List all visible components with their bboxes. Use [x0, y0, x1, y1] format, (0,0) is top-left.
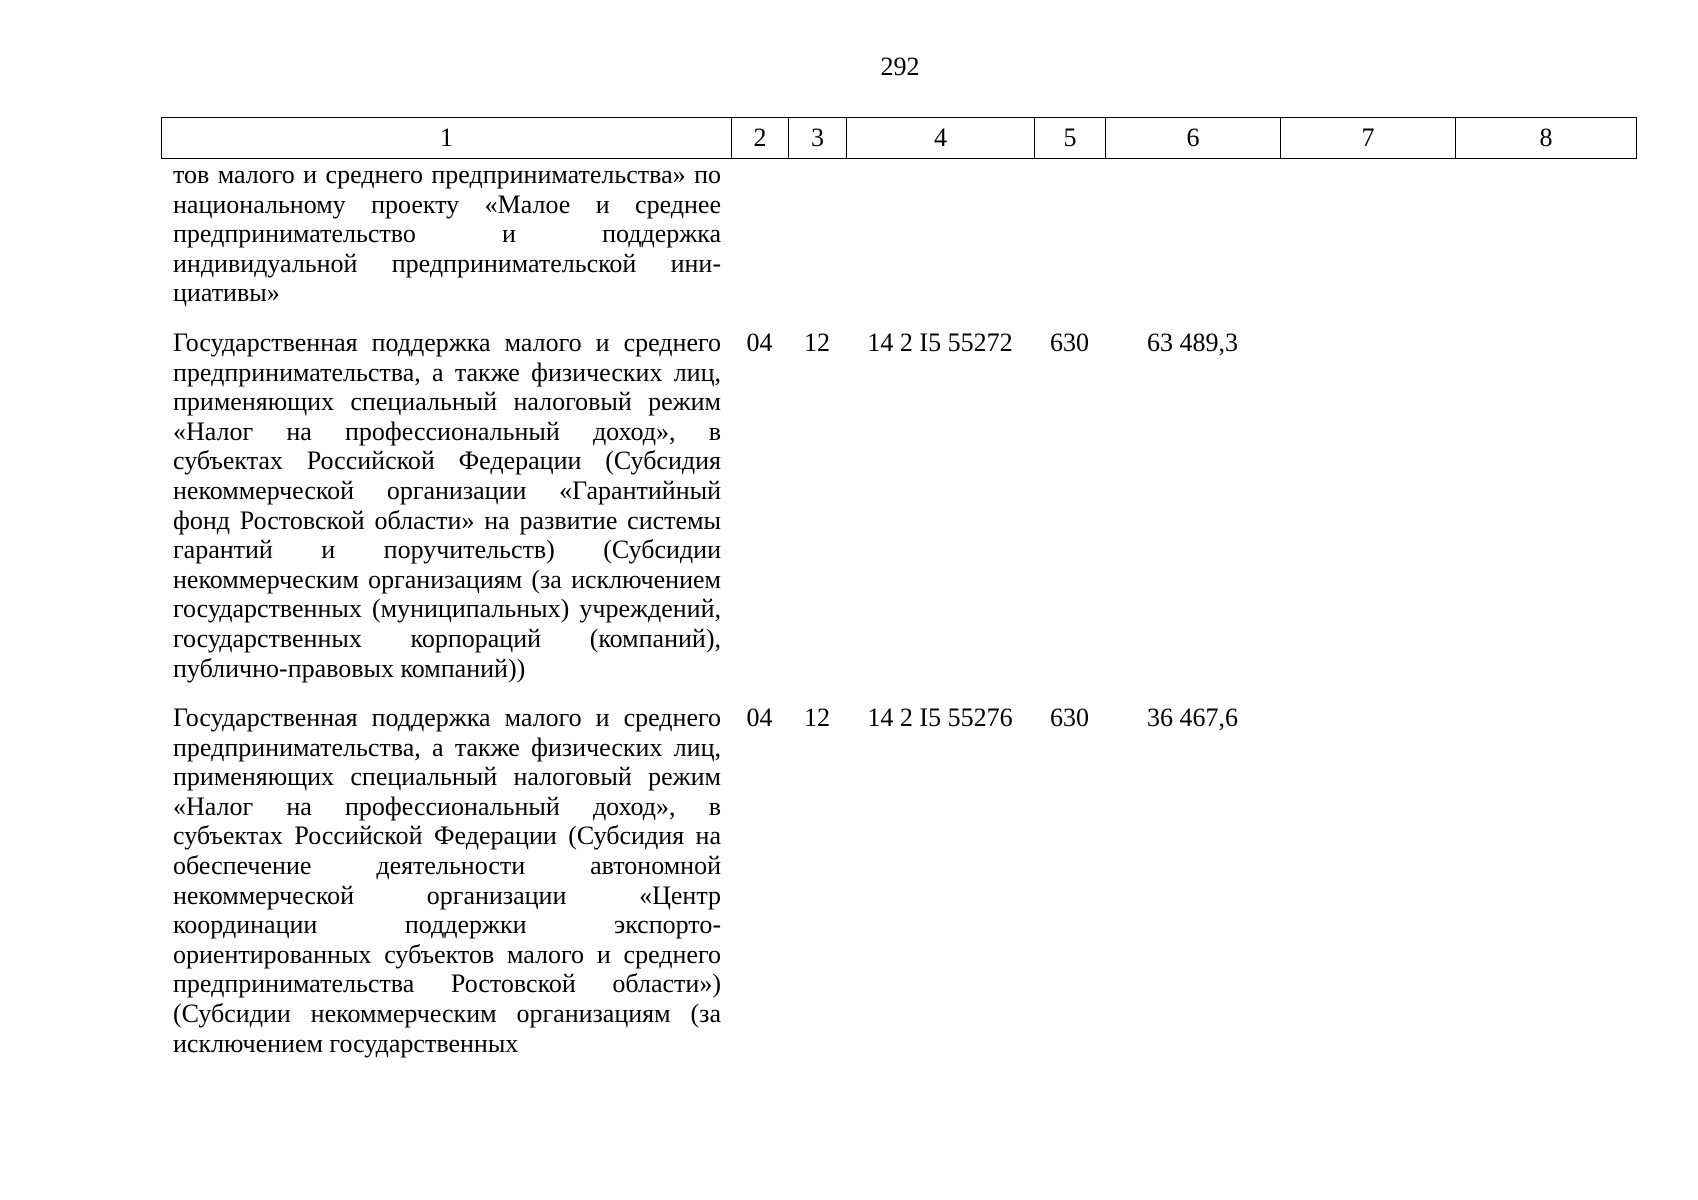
header-col-7: 7: [1281, 118, 1456, 159]
row-description: Государственная поддержка малого и среднего предпринимательства, а также физических лиц, применяющих специальный налоговый режим «Налог на профессиональный доход», в субъектах Российской Федерации (Субсидия некоммерческой организации «Гарантийный фонд Ростовской области» на развитие системы гарантий и поручительств) (Субсидии некоммерческим организациям (за исключением государственных (муниципальных) учреждений, государственных корпораций (компаний), публично-правовых компаний)): [173, 327, 721, 683]
table-header: [161, 117, 1637, 159]
table-row: [161, 328, 1636, 683]
row-col-8: [1455, 328, 1636, 683]
row-col-4: [846, 160, 1034, 308]
table-row: [161, 160, 1636, 308]
row-col-7: [1280, 703, 1455, 1058]
row-col-2: 04: [746, 703, 773, 733]
row-col-2: 04: [746, 327, 773, 357]
row-col-4: 14 2 I5 55276: [867, 703, 1013, 733]
row-col-3: 12: [804, 703, 830, 733]
row-spacer: [161, 308, 1636, 328]
header-col-6: 6: [1106, 118, 1281, 159]
header-col-4: 4: [847, 118, 1035, 159]
row-col-7: [1280, 160, 1455, 308]
row-col-6: [1105, 160, 1280, 308]
row-col-8: [1455, 703, 1636, 1058]
row-description: тов малого и среднего предпринимательства» по национальному проекту «Малое и среднее предпринимательство и поддержка индивидуальной предпринимательской инициативы»: [173, 160, 721, 308]
row-col-5: 630: [1050, 327, 1089, 357]
row-col-3: [788, 160, 846, 308]
row-col-5: 630: [1050, 703, 1089, 733]
header-col-5: 5: [1035, 118, 1106, 159]
header-col-2: 2: [732, 118, 789, 159]
row-col-3: 12: [804, 327, 830, 357]
row-description: Государственная поддержка малого и среднего предпринимательства, а также физических лиц, применяющих специальный налоговый режим «Налог на профессиональный доход», в субъектах Российской Федерации (Субсидия на обеспечение деятельности автономной некоммерческой организации «Центр координации поддержки экспортоориентированных субъектов малого и среднего предпринимательства Ростовской области») (Субсидии некоммерческим организациям (за исключением государственных: [173, 703, 721, 1058]
row-col-6: 63 489,3: [1147, 327, 1238, 357]
table-body: [161, 160, 1636, 1058]
row-col-8: [1455, 160, 1636, 308]
row-col-4: 14 2 I5 55272: [867, 327, 1013, 357]
row-col-6: 36 467,6: [1147, 703, 1238, 733]
header-col-1: 1: [162, 118, 732, 159]
header-row: [162, 118, 1637, 159]
row-col-5: [1034, 160, 1105, 308]
row-col-7: [1280, 328, 1455, 683]
header-col-3: 3: [789, 118, 847, 159]
row-col-2: [731, 160, 788, 308]
row-spacer: [161, 683, 1636, 703]
header-col-8: 8: [1456, 118, 1637, 159]
table-row: [161, 703, 1636, 1058]
page-number: 292: [880, 52, 920, 81]
